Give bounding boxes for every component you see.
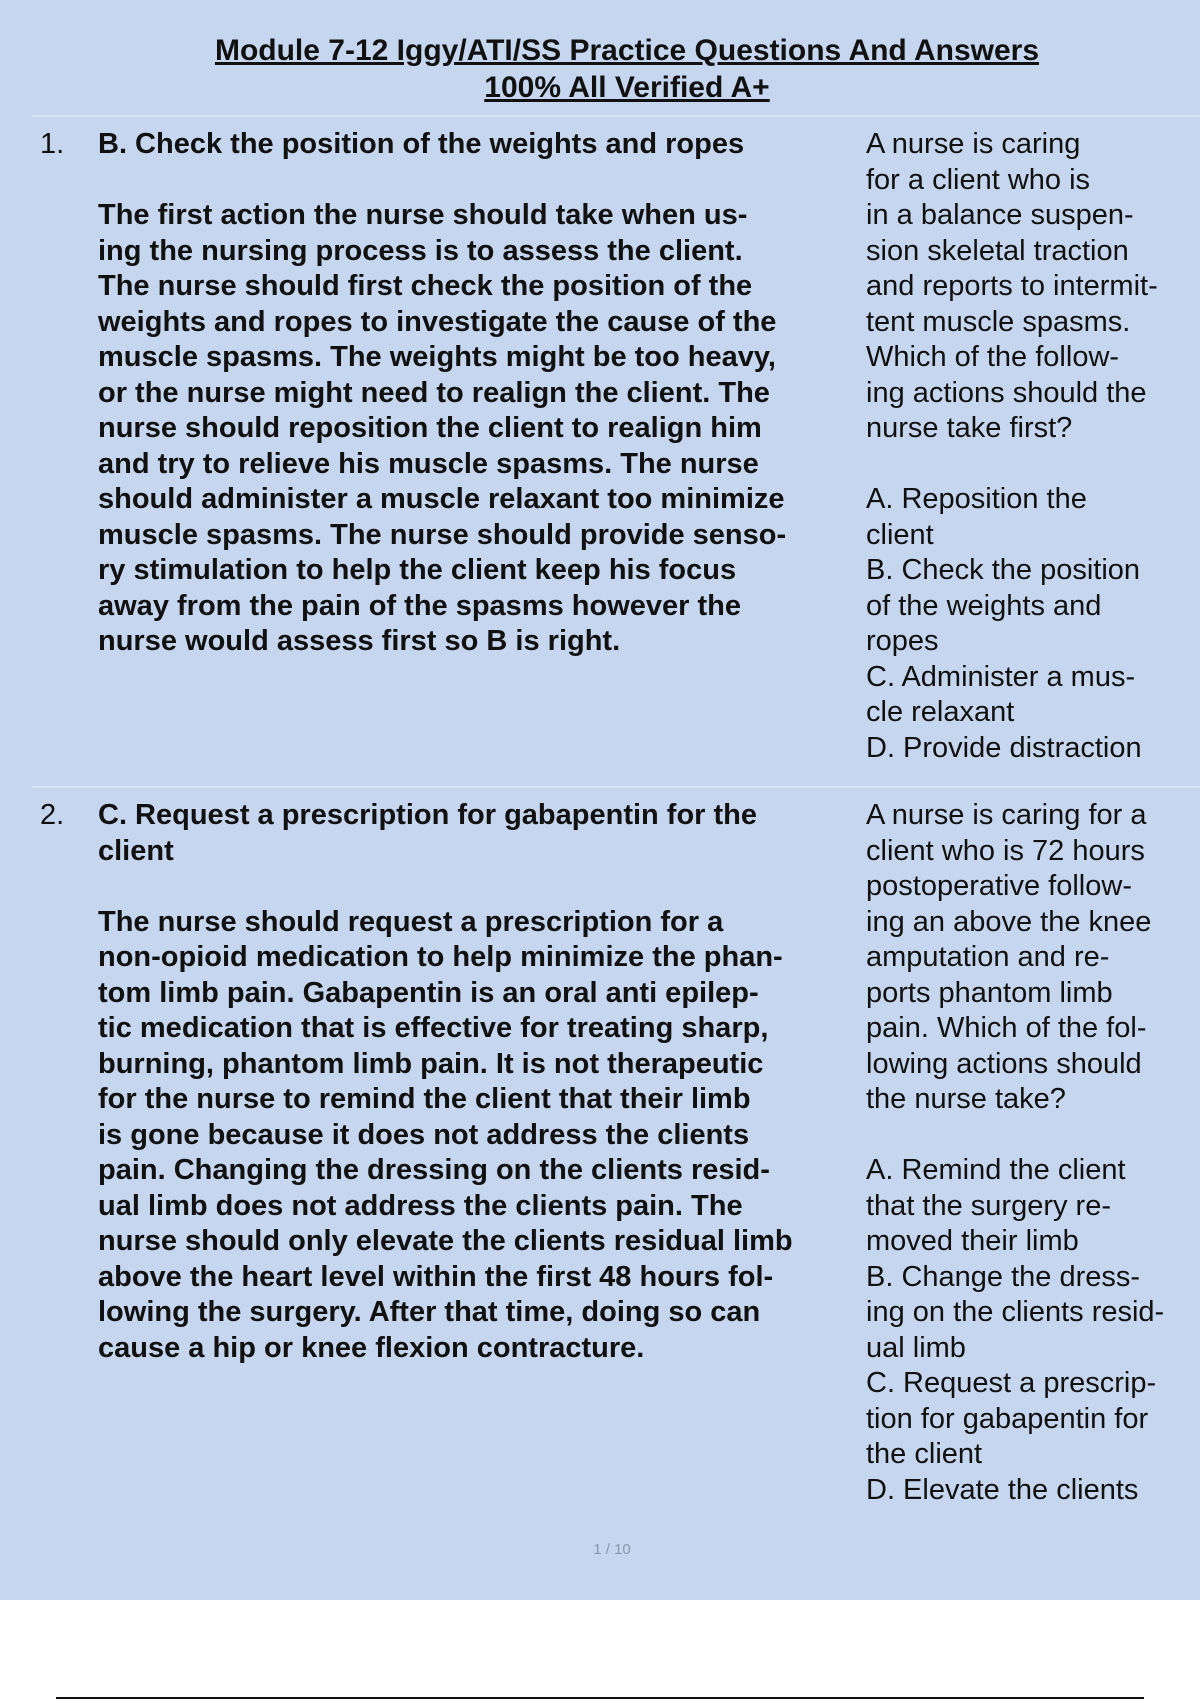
rationale-line: The nurse should first check the position of the bbox=[98, 270, 753, 302]
option-line: client bbox=[866, 518, 934, 551]
question-line: A nurse is caring bbox=[866, 128, 1081, 160]
question-line: in a balance suspen- bbox=[866, 199, 1134, 231]
question-line: Which of the follow- bbox=[866, 341, 1120, 373]
option-line: that the surgery re- bbox=[866, 1189, 1111, 1222]
question-line: lowing actions should bbox=[866, 1047, 1142, 1080]
rationale-line: The nurse should request a prescription for a bbox=[98, 905, 724, 938]
answer-column bbox=[98, 127, 858, 660]
question-line: client who is 72 hours bbox=[866, 834, 1145, 867]
rationale-line: should administer a muscle relaxant too minimize bbox=[98, 483, 785, 515]
question-line: the nurse take? bbox=[866, 1083, 1066, 1115]
option-line: B. Change the dress- bbox=[866, 1260, 1141, 1293]
rationale-line: tic medication that is effective for treating sharp, bbox=[98, 1012, 769, 1044]
rationale-line: for the nurse to remind the client that their limb bbox=[98, 1083, 751, 1115]
answer-heading-line: B. Check the position of the weights and ropes bbox=[98, 128, 745, 160]
rationale-line: pain. Changing the dressing on the clients resid- bbox=[98, 1154, 770, 1186]
rationale-line: nurse would assess first so B is right. bbox=[98, 625, 621, 657]
card-divider bbox=[32, 786, 1200, 788]
rationale-line: non-opioid medication to help minimize the phan- bbox=[98, 941, 783, 973]
option-line: C. Request a prescrip- bbox=[866, 1367, 1157, 1399]
rationale-line: or the nurse might need to realign the client. The bbox=[98, 376, 770, 409]
rationale-line: burning, phantom limb pain. It is not therapeutic bbox=[98, 1047, 764, 1080]
title-line-2: 100% All Verified A+ bbox=[484, 71, 770, 104]
answer-heading-line: C. Request a prescription for gabapentin for the bbox=[98, 799, 758, 831]
answer-column bbox=[98, 798, 858, 1366]
rationale-line: lowing the surgery. After that time, doing so can bbox=[98, 1296, 761, 1328]
option-line: ual limb bbox=[866, 1331, 966, 1364]
option-line: tion for gabapentin for bbox=[866, 1402, 1149, 1435]
option-line: moved their limb bbox=[866, 1225, 1079, 1257]
rationale-line: ual limb does not address the clients pain. The bbox=[98, 1189, 743, 1222]
rationale-line: cause a hip or knee flexion contracture. bbox=[98, 1331, 645, 1364]
rationale-line: away from the pain of the spasms however the bbox=[98, 589, 741, 622]
option-line: of the weights and bbox=[866, 589, 1102, 622]
option-line: A. Remind the client bbox=[866, 1154, 1126, 1186]
card-divider bbox=[32, 115, 1200, 117]
card-number: 1. bbox=[40, 128, 65, 160]
question-line: A nurse is caring for a bbox=[866, 799, 1147, 831]
question-line: nurse take first? bbox=[866, 412, 1073, 444]
option-line: the client bbox=[866, 1438, 983, 1470]
rationale-line: ing the nursing process is to assess the client. bbox=[98, 234, 743, 267]
rationale-line: ry stimulation to help the client keep his focus bbox=[98, 554, 737, 586]
question-line: amputation and re- bbox=[866, 941, 1110, 973]
question-column bbox=[866, 798, 1196, 1508]
rationale-line: nurse should only elevate the clients residual limb bbox=[98, 1225, 793, 1257]
rationale-line: tom limb pain. Gabapentin is an oral anti epilep- bbox=[98, 976, 759, 1009]
question-line: ing actions should the bbox=[866, 376, 1147, 409]
question-line: pain. Which of the fol- bbox=[866, 1012, 1147, 1044]
option-line: ing on the clients resid- bbox=[866, 1296, 1165, 1328]
option-line: ropes bbox=[866, 625, 939, 657]
question-column bbox=[866, 127, 1196, 766]
rationale-line: The first action the nurse should take when us- bbox=[98, 199, 748, 231]
rationale-line: nurse should reposition the client to realign him bbox=[98, 412, 762, 444]
option-line: cle relaxant bbox=[866, 696, 1015, 728]
option-line: D. Provide distraction bbox=[866, 731, 1142, 764]
question-line: ports phantom limb bbox=[866, 976, 1113, 1009]
footer-rule bbox=[56, 1697, 1144, 1699]
rationale-line: and try to relieve his muscle spasms. The nurse bbox=[98, 447, 759, 480]
question-line: sion skeletal traction bbox=[866, 234, 1129, 267]
question-line: ing an above the knee bbox=[866, 905, 1152, 938]
question-line: postoperative follow- bbox=[866, 870, 1132, 902]
document-title bbox=[0, 32, 1200, 106]
rationale-line: muscle spasms. The weights might be too heavy, bbox=[98, 341, 776, 373]
question-line: tent muscle spasms. bbox=[866, 305, 1131, 338]
rationale-line: above the heart level within the first 48 hours fol- bbox=[98, 1260, 774, 1293]
question-line: and reports to intermit- bbox=[866, 270, 1158, 302]
question-line: for a client who is bbox=[866, 163, 1091, 196]
option-line: D. Elevate the clients bbox=[866, 1473, 1139, 1506]
page-indicator: 1 / 10 bbox=[593, 1541, 631, 1558]
option-line: A. Reposition the bbox=[866, 483, 1087, 515]
option-line: B. Check the position bbox=[866, 554, 1141, 586]
rationale-line: is gone because it does not address the clients bbox=[98, 1118, 750, 1151]
rationale-line: muscle spasms. The nurse should provide senso- bbox=[98, 518, 787, 551]
answer-heading-line: client bbox=[98, 834, 174, 867]
rationale-line: weights and ropes to investigate the cause of the bbox=[98, 305, 777, 338]
title-line-1: Module 7-12 Iggy/ATI/SS Practice Questions And Answers bbox=[214, 34, 1040, 67]
option-line: C. Administer a mus- bbox=[866, 660, 1136, 693]
card-number: 2. bbox=[40, 799, 65, 831]
